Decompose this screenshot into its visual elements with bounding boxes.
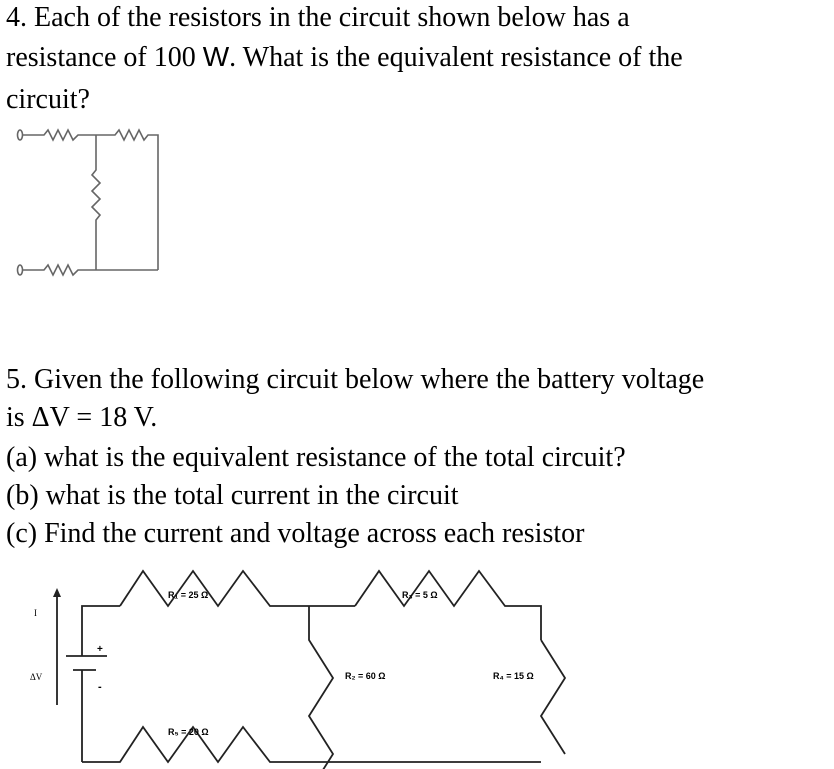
resistor-R3 — [355, 571, 541, 640]
terminal-top — [18, 130, 23, 140]
q5-line4: (b) what is the total current in the circuit — [6, 480, 459, 511]
q5-line2: is ΔV = 18 V. — [6, 402, 158, 433]
label-R4: R₄ = 15 Ω — [493, 671, 534, 681]
resistor-top-left — [22, 130, 96, 140]
label-current: I — [34, 608, 37, 618]
resistor-top-right — [96, 130, 158, 270]
resistor-R1 — [120, 571, 355, 606]
resistor-R2 — [309, 606, 333, 769]
label-minus: - — [98, 681, 102, 693]
terminal-bottom — [18, 265, 23, 275]
q5-line1: 5. Given the following circuit below where the battery voltage — [6, 364, 705, 395]
q4-line1: 4. Each of the resistors in the circuit shown below has a — [6, 2, 630, 33]
label-R2: R₂ = 60 Ω — [345, 671, 386, 681]
resistor-bottom — [22, 265, 158, 275]
label-plus: + — [97, 644, 103, 655]
circuit-q4 — [18, 130, 159, 275]
label-R3: R₃ = 5 Ω — [402, 590, 438, 600]
q4-text: resistance of 100 — [6, 42, 203, 73]
resistor-R4 — [541, 640, 565, 754]
circuit-q5 — [57, 571, 565, 769]
q4-line3: circuit? — [6, 84, 90, 115]
q5-line5: (c) Find the current and voltage across each resistor — [6, 518, 585, 549]
label-R5: R₅ = 20 Ω — [168, 727, 209, 737]
resistor-R5 — [82, 727, 541, 762]
label-voltage: ΔV — [30, 672, 43, 682]
ohm-symbol: W — [202, 41, 230, 72]
q5-line3: (a) what is the equivalent resistance of the total circuit? — [6, 442, 626, 473]
resistor-middle — [92, 135, 100, 270]
q4-text: . What is the equivalent resistance of the — [229, 42, 683, 73]
label-R1: R₁ = 25 Ω — [168, 590, 209, 600]
arrow-head-icon — [53, 588, 61, 597]
